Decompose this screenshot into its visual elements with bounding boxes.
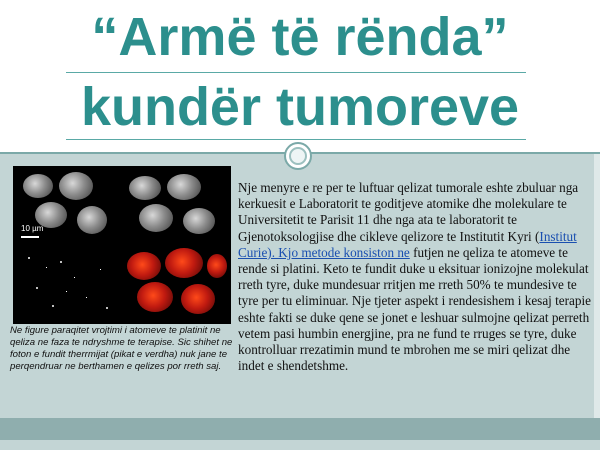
microscopy-panel-top-right <box>123 168 229 244</box>
cell-nucleus <box>167 174 201 200</box>
cell-nucleus <box>129 176 161 200</box>
cell-stained <box>181 284 215 314</box>
microscopy-panel-top-left <box>15 168 121 244</box>
title-underline-1 <box>66 72 526 73</box>
cell-stained <box>137 282 173 312</box>
cell-stained <box>165 248 203 278</box>
cell-nucleus <box>23 174 53 198</box>
figure-caption: Ne figure paraqitet vrojtimi i atomeve te platinit ne qeliza ne faza te ndryshme te terapise. Sic shihet ne foton e fundit therrmijat (pikat e verdha) nuk jane te perqendruar ne berthamen e qelizes por rreth saj. <box>10 325 233 372</box>
microscopy-panel-bottom-right <box>123 246 229 322</box>
cell-nucleus <box>183 208 215 234</box>
cell-stained <box>207 254 227 278</box>
cell-nucleus <box>59 172 93 200</box>
microscopy-figure <box>13 166 231 324</box>
platinum-dot <box>59 260 63 264</box>
body-paragraph <box>238 180 596 374</box>
title-line-1: “Armë të rënda” <box>91 7 509 67</box>
body-text-after-link: futjen ne qeliza te atomeve te rende si platini. Keto te fundit duke u eksituar ionizojne molekulat rreth tyre, duke mundesuar rritjen me rreth 50% te mundesive te tyre per tu eliminuar. Nje tjeter aspekt i rendesishem i kesaj terapie eshte fakti se duke qene se jonet e leshuar sulmojne qelizat perreth vetem pasi humbin energjine, pra ne fund te rruges se tyre, duke kontrolluar rrezatimin mund te mbrohen me se miri qelizat dhe indet e shendetshme. <box>238 244 592 374</box>
microscopy-panel-bottom-left <box>15 246 121 322</box>
title-line-2: kundër tumoreve <box>80 77 520 137</box>
cell-nucleus <box>77 206 107 234</box>
platinum-dot <box>105 306 109 310</box>
platinum-dot <box>73 276 76 279</box>
platinum-dot <box>85 296 88 299</box>
platinum-dot <box>27 256 31 260</box>
platinum-dot <box>65 290 68 293</box>
divider-ornament-inner <box>289 147 307 165</box>
title-underline-2 <box>66 139 526 140</box>
scale-bar <box>21 236 39 238</box>
platinum-dot <box>35 286 39 290</box>
body-text-before-link: Nje menyre e re per te luftuar qelizat tumorale eshte zbuluar nga kerkuesit e Laboratorit te goditjeve atomike dhe molekulare te Universitetit te Parisit 11 dhe nga ata te laboratorit te Gjenotoksologjise dhe cikleve qelizore te Institutit Kyri ( <box>238 180 579 244</box>
cell-nucleus <box>139 204 173 232</box>
institut-curie-link[interactable]: Institut Curie). Kjo metode konsiston ne <box>238 228 577 260</box>
cell-stained <box>127 252 161 280</box>
platinum-dot <box>45 266 48 269</box>
platinum-dot <box>51 304 55 308</box>
platinum-dot <box>99 268 102 271</box>
footer-band <box>0 418 600 440</box>
scale-label: 10 µm <box>21 224 44 233</box>
